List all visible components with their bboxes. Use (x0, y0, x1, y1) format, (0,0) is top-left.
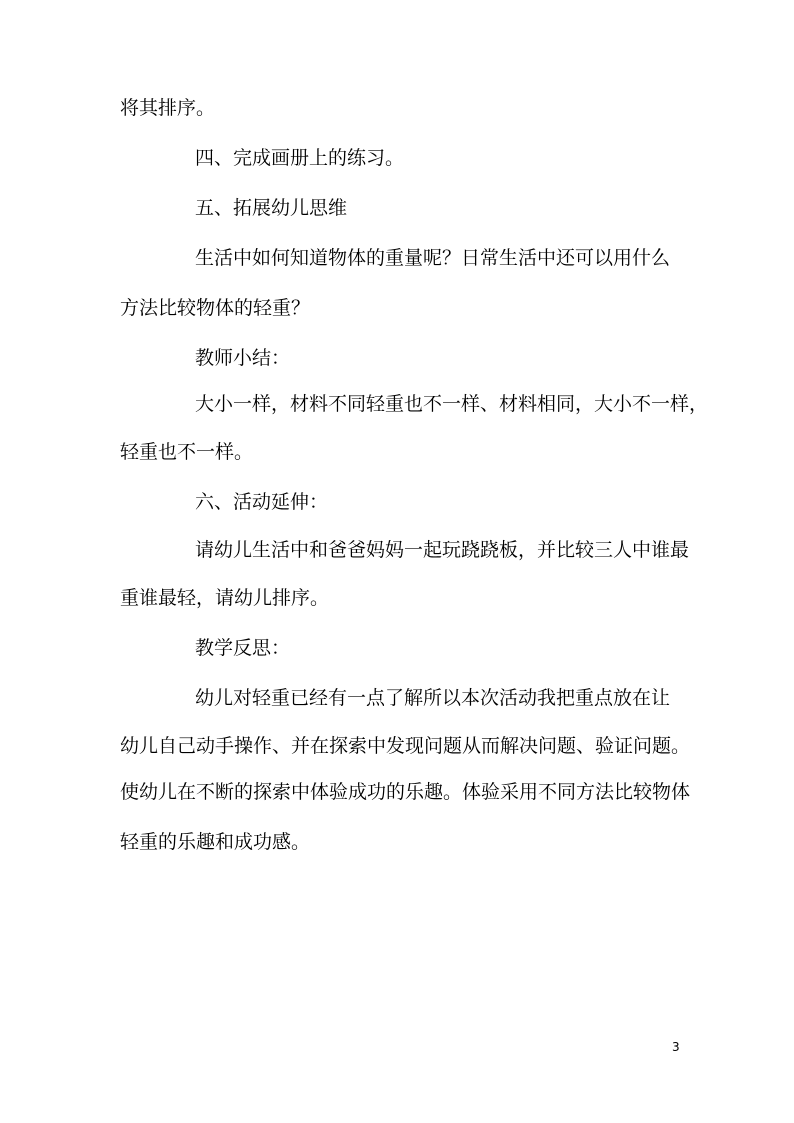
section-heading: 五、拓展幼儿思维 (195, 197, 348, 219)
section-heading: 四、完成画册上的练习。 (195, 147, 405, 169)
text-line: 幼儿对轻重已经有一点了解所以本次活动我把重点放在让 (195, 687, 671, 709)
text-line: 生活中如何知道物体的重量呢？日常生活中还可以用什么 (195, 247, 671, 269)
text-line: 幼儿自己动手操作、并在探索中发现问题从而解决问题、验证问题。 (120, 735, 691, 757)
text-line: 将其排序。 (120, 97, 216, 119)
section-heading: 六、活动延伸： (195, 491, 329, 513)
text-line: 轻重的乐趣和成功感。 (120, 831, 311, 853)
text-line: 大小一样，材料不同轻重也不一样、材料相同，大小不一样， (195, 393, 709, 415)
text-line: 使幼儿在不断的探索中体验成功的乐趣。体验采用不同方法比较物体 (120, 781, 691, 803)
text-line: 轻重也不一样。 (120, 441, 254, 463)
text-line: 请幼儿生活中和爸爸妈妈一起玩跷跷板，并比较三人中谁最 (195, 539, 690, 561)
text-line: 重谁最轻，请幼儿排序。 (120, 587, 330, 609)
section-heading: 教学反思： (195, 637, 291, 659)
text-line: 方法比较物体的轻重？ (120, 297, 311, 319)
text-line: 教师小结： (195, 347, 291, 369)
page-number: 3 (672, 1040, 680, 1054)
